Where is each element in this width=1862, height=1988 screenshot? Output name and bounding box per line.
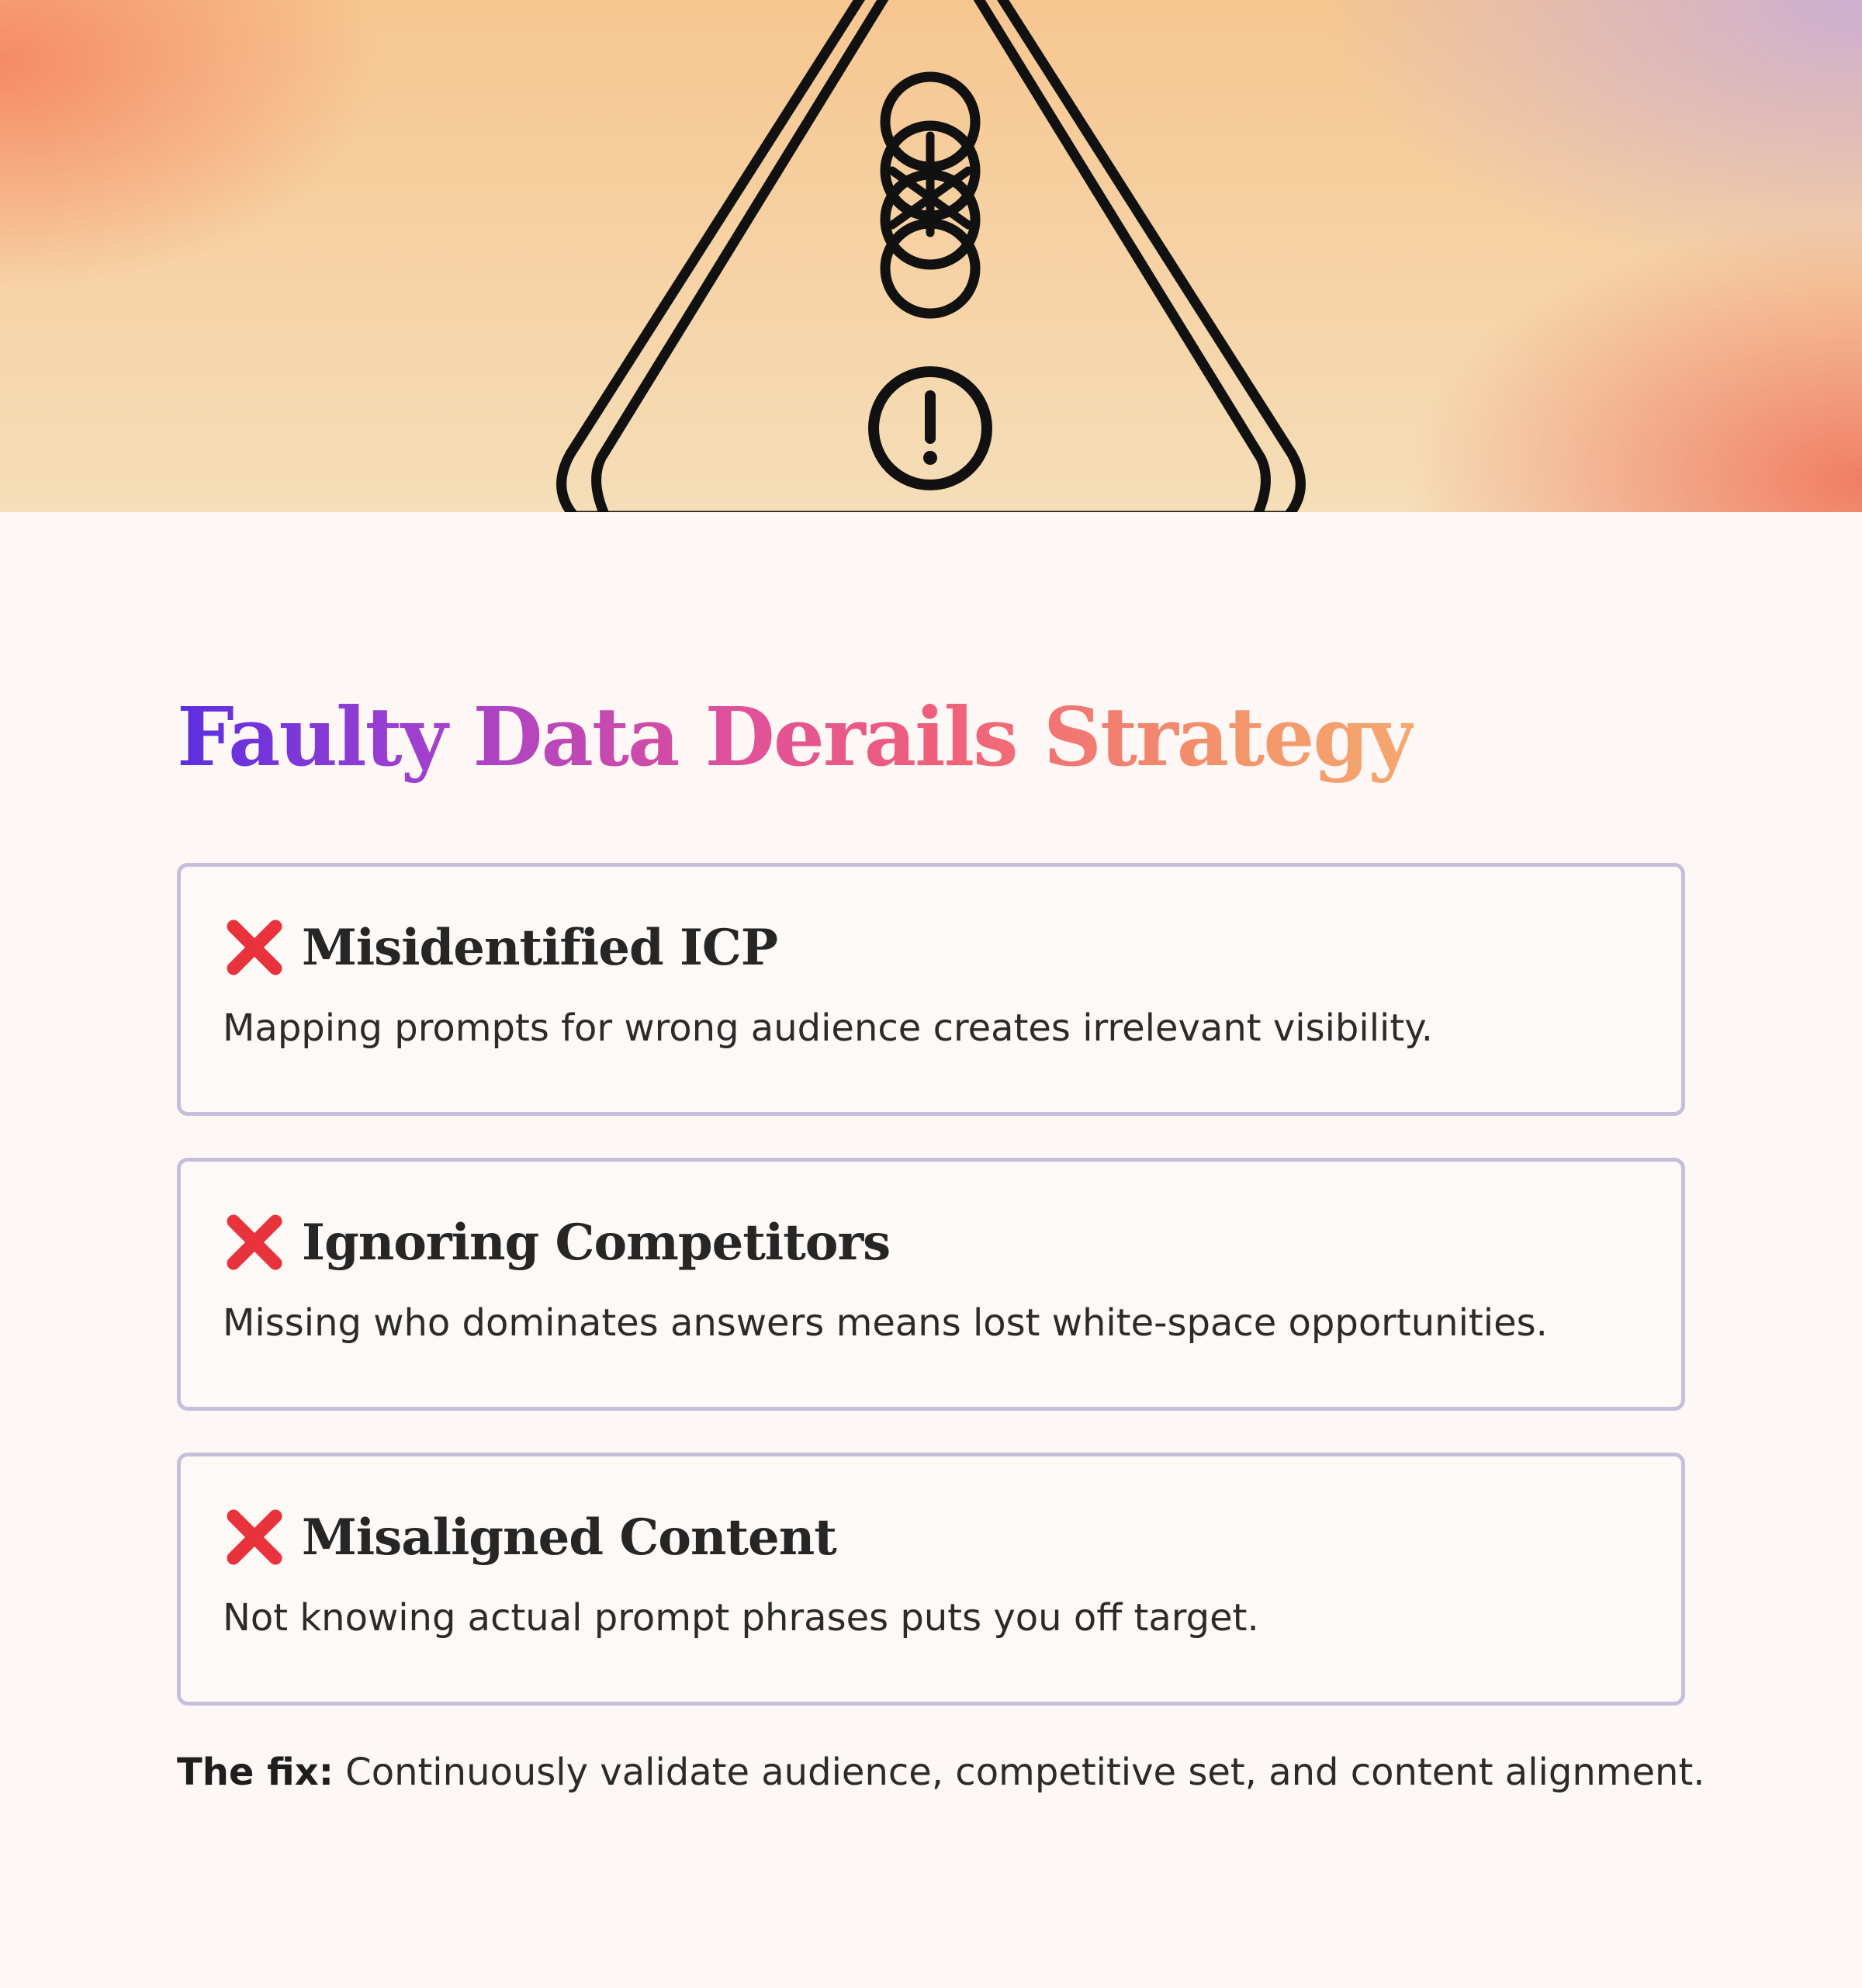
fix-text: Continuously validate audience, competitive set, and content alignment. [333,1751,1705,1794]
problem-card [177,863,1685,1116]
card-description: Missing who dominates answers means lost white-space opportunities. [223,1301,1548,1345]
fix-label: The fix: [177,1751,334,1794]
card-description: Not knowing actual prompt phrases puts you off target. [223,1596,1259,1640]
cross-mark-icon [223,1505,286,1569]
card-title: Misaligned Content [302,1508,836,1567]
warning-triangle-illustration [0,0,1862,512]
card-header [223,1500,1639,1574]
problem-card [177,1453,1685,1706]
card-description: Mapping prompts for wrong audience creates irrelevant visibility. [223,1006,1434,1050]
cross-mark-icon [223,1210,286,1274]
card-title: Ignoring Competitors [302,1213,891,1272]
fix-note [177,1747,1705,1797]
hero-banner [0,0,1862,512]
card-header [223,910,1639,985]
cross-mark-icon [223,916,286,979]
card-list [177,863,1685,1706]
card-title: Misidentified ICP [302,918,777,977]
problem-card [177,1158,1685,1411]
card-header [223,1205,1639,1280]
main-content [177,683,1705,1797]
page-title: Faulty Data Derails Strategy [177,683,1414,791]
